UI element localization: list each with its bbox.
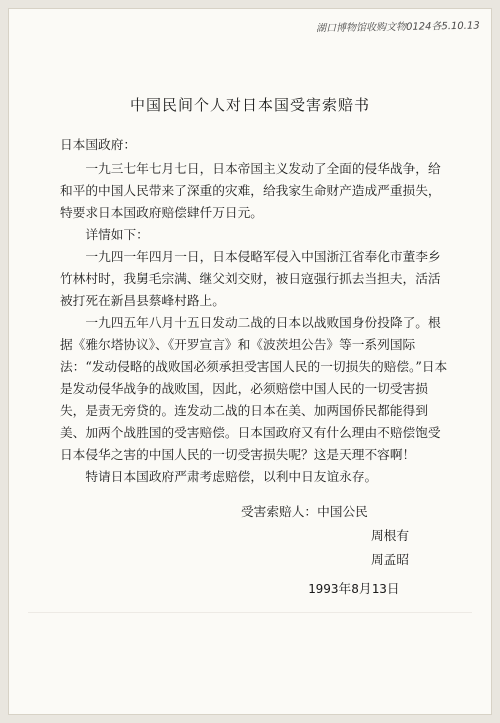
signature-party: 中国公民	[317, 504, 368, 519]
signature-block	[241, 500, 409, 572]
document-sheet	[8, 8, 492, 715]
paragraph-details-heading: 详情如下：	[85, 227, 149, 242]
document-body	[60, 134, 450, 488]
paragraph-intro: 一九三七年七月七日，日本帝国主义发动了全面的侵华战争，给和平的中国人民带来了深重的灾难，给我家生命财产造成严重损失，特要求日本国政府赔偿肆仟万日元。	[60, 161, 441, 220]
handwritten-archive-note: 湖口博物馆收购文物0124各5.10.13	[316, 20, 481, 35]
salutation: 日本国政府：	[60, 137, 137, 152]
document-title: 中国民间个人对日本国受害索赔书	[129, 96, 370, 114]
signatory-name: 周孟昭	[371, 552, 410, 567]
signatory-name: 周根有	[371, 528, 410, 543]
paragraph-legal-basis: 一九四五年八月十五日发动二战的日本以战败国身份投降了。根据《雅尔塔协议》、《开罗宣言》和《波茨坦公告》等一系列国际法：“发动侵略的战败国必须承担受害国人民的一切损失的赔偿。”日本是发动侵华战争的战败国，因此，必须赔偿中国人民的一切受害损失，是责无旁贷的。连发动二战的日本在美、加两国侨民都能得到美、加两个战胜国的受害赔偿。日本国政府又有什么理由不赔偿饱受日本侵华之害的中国人民的一切受害损失呢？这是天理不容啊！	[60, 315, 448, 462]
document-date: 1993年8月13日	[308, 581, 400, 596]
paper-fold-line	[28, 612, 472, 613]
paragraph-incident: 一九四一年四月一日，日本侵略军侵入中国浙江省奉化市董李乡竹林村时，我舅毛宗满、继父刘交财，被日寇强行抓去当担夫，活活被打死在新昌县蔡峰村路上。	[60, 249, 441, 308]
signature-label: 受害索赔人：	[241, 504, 318, 519]
paragraph-request: 特请日本国政府严肃考虑赔偿，以利中日友谊永存。	[85, 469, 378, 484]
